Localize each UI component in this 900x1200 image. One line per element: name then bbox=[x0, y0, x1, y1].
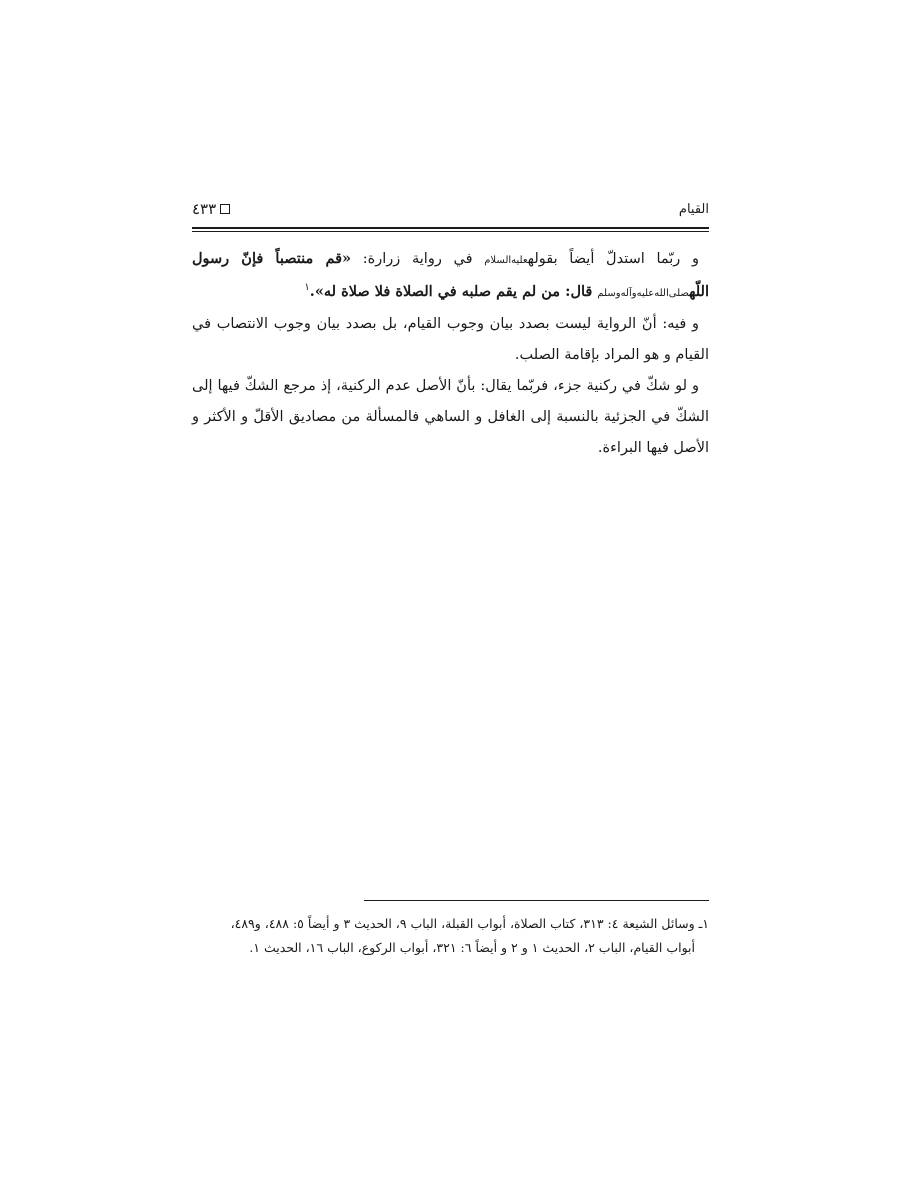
body-text bbox=[192, 243, 709, 464]
p1-text-b: في رواية زرارة: bbox=[351, 251, 485, 267]
p1-text-a: و ربّما استدلّ أيضاً بقوله bbox=[527, 251, 699, 267]
blessing-mark-1: عليه‌السلام bbox=[484, 255, 528, 266]
paragraph-3: و لو شكّ في ركنية جزء، فربّما يقال: بأنّ الأصل عدم الركنية، إذ مرجع الشكّ فيها إلى الشكّ في الجزئية بالنسبة إلى الغافل و الساهي فالمسألة من مصاديق الأقلّ و الأكثر و الأصل فيها البراءة. bbox=[192, 378, 709, 456]
footnote-reference[interactable]: ١ bbox=[304, 282, 310, 294]
paragraph-2: و فيه: أنّ الرواية ليست بصدد بيان وجوب القيام، بل بصدد بيان وجوب الانتصاب في القيام و هو المراد بإقامة الصلب. bbox=[192, 316, 709, 363]
header-rule-thick bbox=[192, 227, 709, 229]
footnote-separator bbox=[364, 900, 709, 901]
blessing-mark-2: صلى‌الله‌عليه‌وآله‌وسلم bbox=[597, 288, 690, 299]
footnote-line-2: أبواب القيام، الباب ٢، الحديث ١ و ٢ و أيضاً ٦: ٣٢١، أبواب الركوع، الباب ١٦، الحديث ١. bbox=[249, 940, 695, 955]
footnote-line-1: ١ـ وسائل الشيعة ٤: ٣١٣، كتاب الصلاة، أبواب القبلة، الباب ٩، الحديث ٣ و أيضاً ٥: ٤٨٨، و٤٨٩، bbox=[230, 916, 709, 931]
paragraph-1 bbox=[192, 243, 709, 309]
page-number bbox=[192, 200, 230, 218]
running-header bbox=[192, 195, 709, 221]
footnotes bbox=[192, 912, 709, 960]
square-icon bbox=[220, 204, 230, 214]
hadith-quote-b: قال: من لم يقم صلبه في الصلاة فلا صلاة له». bbox=[309, 283, 598, 300]
book-page bbox=[192, 195, 709, 1095]
chapter-title: القيام bbox=[678, 202, 709, 217]
hadith-quote-a: «قم منتصباً فإنّ رسول اللّه bbox=[192, 250, 709, 300]
header-rule-thin bbox=[192, 231, 709, 232]
page-number-text: ٤٣٣ bbox=[192, 200, 217, 218]
